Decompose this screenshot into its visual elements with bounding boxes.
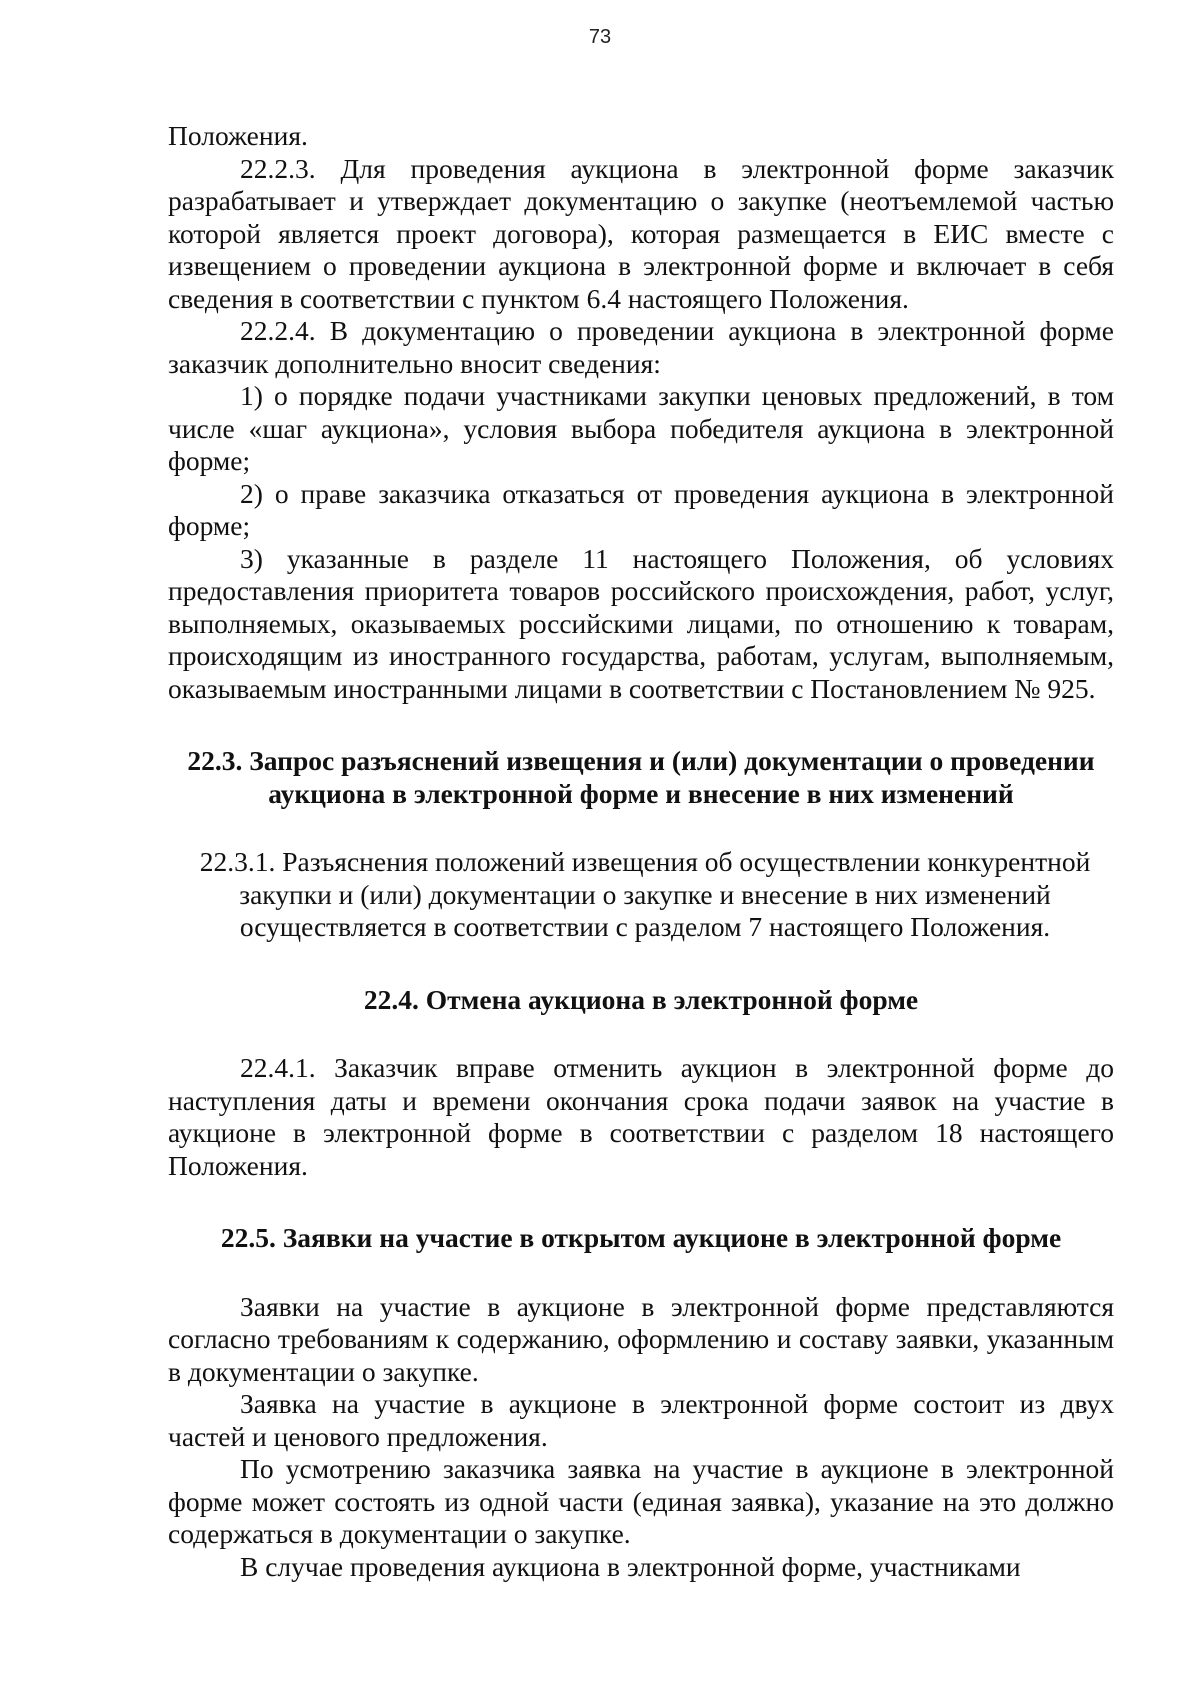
paragraph-22-2-4: 22.2.4. В документацию о проведении аукциона в электронной форме заказчик дополнительно вносит сведения: [168,315,1114,379]
spacer [168,1255,1114,1291]
section-heading-22-3-line2: аукциона в электронной форме и внесение в них изменений [268,777,1014,809]
list-item-2: 2) о праве заказчика отказаться от проведения аукциона в электронной форме; [168,477,1114,541]
paragraph-22-2-3: 22.2.3. Для проведения аукциона в электронной форме заказчик разрабатывает и утверждает документацию о закупке (неотъемлемой частью которой является проект договора), которая размещается в ЕИС вместе с извещением о проведении аукциона в электронной форме и включает в себя сведения в соответствии с пунктом 6.4 настоящего Положения. [168,152,1114,314]
paragraph-22-4-1: 22.4.1. Заказчик вправе отменить аукцион в электронной форме до наступления даты и времени окончания срока подачи заявок на участие в аукционе в электронной форме в соответствии с разделом 18 настоящего Положения. [168,1052,1114,1181]
paragraph-22-5-d: В случае проведения аукциона в электронной форме, участниками [240,1550,1021,1582]
list-item-3: 3) указанные в разделе 11 настоящего Положения, об условиях предоставления приоритета товаров российского происхождения, работ, услуг, выполняемых, оказываемых российскими лицами, по отношению к товарам, происходящим из иностранного государства, работам, услугам, выполняемым, оказываемым иностранными лицами в соответствии с Постановлением № 925. [168,542,1114,704]
document-body [168,120,1114,1583]
paragraph-22-5-b: Заявка на участие в аукционе в электронной форме состоит из двух частей и ценового предложения. [168,1388,1114,1452]
paragraph-22-5-a: Заявки на участие в аукционе в электронной форме представляются согласно требованиям к содержанию, оформлению и составу заявки, указанным в документации о закупке. [168,1290,1114,1387]
spacer [168,705,1114,745]
section-heading-22-4: 22.4. Отмена аукциона в электронной форме [363,983,919,1015]
paragraph-continuation: Положения. [168,120,308,151]
page-number: 73 [588,26,612,48]
spacer [168,1182,1114,1222]
list-item-1: 1) о порядке подачи участниками закупки ценовых предложений, в том числе «шаг аукциона», условия выбора победителя аукциона в электронной форме; [168,380,1114,476]
section-heading-22-5: 22.5. Заявки на участие в открытом аукционе в электронной форме [220,1222,1062,1253]
section-heading-22-3-line1: 22.3. Запрос разъяснений извещения и (или) документации о проведении [187,745,1095,776]
spacer [168,1016,1114,1052]
paragraph-22-3-1: 22.3.1. Разъяснения положений извещения об осуществлении конкурентной закупки и (или) документации о закупке и внесение в них изменений осуществляется в соответствии с разделом 7 настоящего Положения. [199,846,1091,942]
spacer [168,810,1114,846]
paragraph-22-5-c: По усмотрению заказчика заявка на участие в аукционе в электронной форме может состоять из одной части (единая заявка), указание на это должно содержаться в документации о закупке. [168,1453,1114,1549]
spacer [168,944,1114,984]
